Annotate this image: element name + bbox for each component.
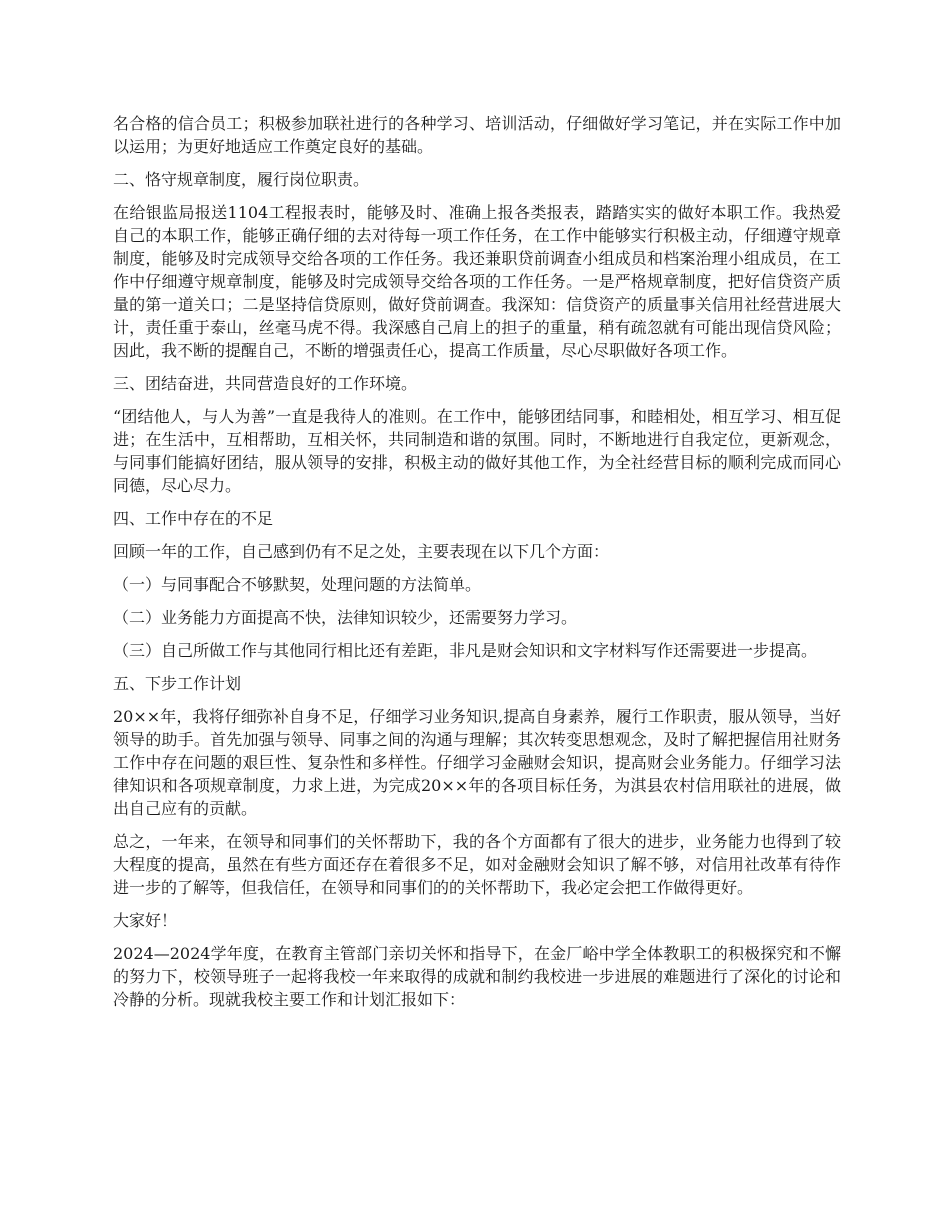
paragraph-school-report: 2024—2024学年度，在教育主管部门亲切关怀和指导下，在金厂峪中学全体教职工的积极探究和不懈的努力下，校领导班子一起将我校一年来取得的成就和制约我校进一步进展的难题进行了深化的讨论和冷静的分析。现就我校主要工作和计划汇报如下： — [113, 944, 841, 1009]
paragraph-duties: 在给银监局报送1104工程报表时，能够及时、准确上报各类报表，踏踏实实的做好本职工作。我热爱自己的本职工作，能够正确仔细的去对待每一项工作任务，在工作中能够实行积极主动，仔细遵守规章制度，能够及时完成领导交给各项的工作任务。我还兼职贷前调查小组成员和档案治理小组成员，在工作中仔细遵守规章制度，能够及时完成领导交给各项的工作任务。一是严格规章制度，把好信贷资产质量的第一道关口；二是坚持信贷原则，做好贷前调查。我深知：信贷资产的质量事关信用社经营进展大计，责任重于泰山，丝毫马虎不得。我深感自己肩上的担子的重量，稍有疏忽就有可能出现信贷风险；因此，我不断的提醒自己，不断的增强责任心，提高工作质量，尽心尽职做好各项工作。 — [113, 203, 841, 360]
paragraph-review: 回顾一年的工作，自己感到仍有不足之处，主要表现在以下几个方面： — [113, 542, 610, 561]
paragraph-summary: 总之，一年来，在领导和同事们的关怀帮助下，我的各个方面都有了很大的进步，业务能力也得到了较大程度的提高，虽然在有些方面还存在着很多不足，如对金融财会知识了解不够，对信用社改革有待作进一步的了解等，但我信任，在领导和同事们的的关怀帮助下，我必定会把工作做得更好。 — [113, 832, 841, 897]
section-heading-2: 二、恪守规章制度，履行岗位职责。 — [113, 170, 370, 189]
section-heading-4: 四、工作中存在的不足 — [113, 509, 274, 528]
paragraph-greeting: 大家好！ — [113, 911, 178, 930]
section-heading-3: 三、团结奋进，共同营造良好的工作环境。 — [113, 374, 418, 393]
list-item-3: （三）自己所做工作与其他同行相比还有差距，非凡是财会知识和文字材料写作还需要进一步提高。 — [113, 641, 818, 660]
paragraph-teamwork: “团结他人，与人为善”一直是我待人的准则。在工作中，能够团结同事，和睦相处，相互学习、相互促进；在生活中，互相帮助，互相关怀，共同制造和谐的氛围。同时，不断地进行自我定位，更新观念，与同事们能搞好团结，服从领导的安排，积极主动的做好其他工作，为全社经营目标的顺利完成而同心同德，尽心尽力。 — [113, 407, 841, 495]
list-item-2: （二）业务能力方面提高不快，法律知识较少，还需要努力学习。 — [113, 608, 578, 627]
section-heading-5: 五、下步工作计划 — [113, 674, 242, 693]
paragraph-intro-continued: 名合格的信合员工；积极参加联社进行的各种学习、培训活动，仔细做好学习笔记，并在实际工作中加以运用；为更好地适应工作奠定良好的基础。 — [113, 114, 841, 156]
document-page — [113, 112, 841, 1021]
paragraph-plan: 20××年，我将仔细弥补自身不足，仔细学习业务知识,提高自身素养，履行工作职责，服从领导，当好领导的助手。首先加强与领导、同事之间的沟通与理解；其次转变思想观念，及时了解把握信用社财务工作中存在问题的艰巨性、复杂性和多样性。仔细学习金融财会知识，提高财会业务能力。仔细学习法律知识和各项规章制度，力求上进，为完成20××年的各项目标任务，为淇县农村信用联社的进展，做出自己应有的贡献。 — [113, 707, 841, 818]
list-item-1: （一）与同事配合不够默契，处理问题的方法简单。 — [113, 575, 482, 594]
